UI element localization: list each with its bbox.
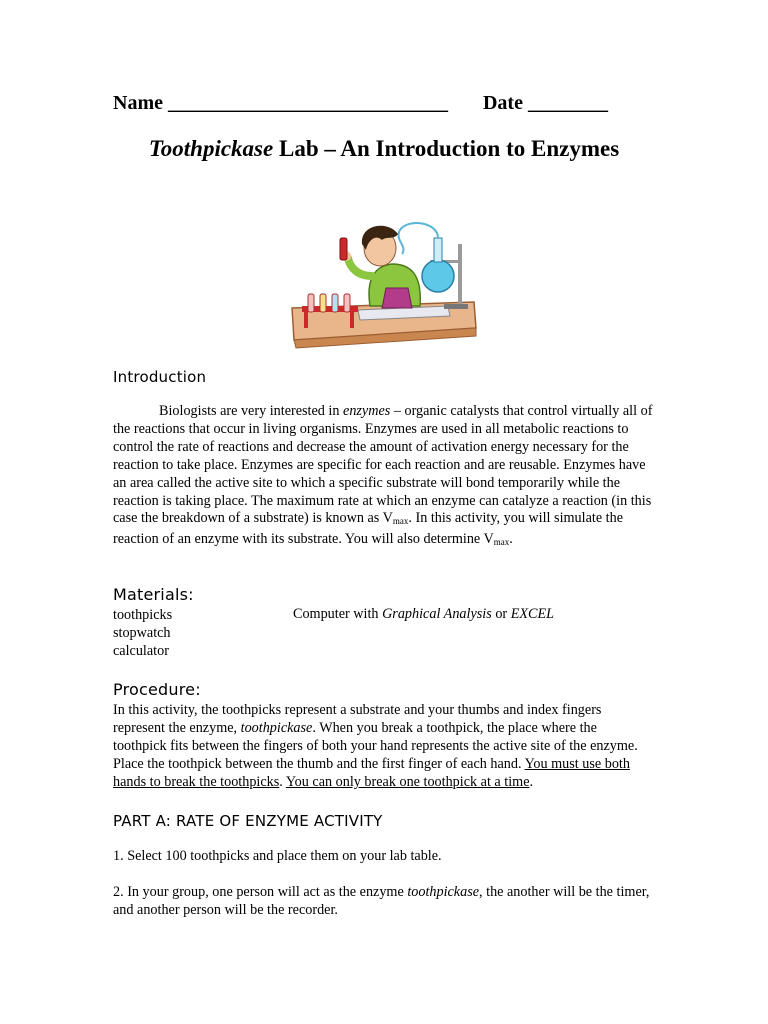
computer-app-graphical-analysis: Graphical Analysis <box>382 606 492 622</box>
proc-text-1: In this activity, the toothpicks represent a substrate and your thumbs and index fingers represent the enzyme, <box>113 702 602 736</box>
proc-text-2: . When you break a toothpick, the place where the toothpick fits between the fingers of both your hand represents the active site of the enzyme. Place the toothpick between the thumb and the first finger of each hand. <box>113 719 638 772</box>
intro-text-4: . <box>509 531 513 548</box>
introduction-paragraph <box>113 403 653 552</box>
intro-text-2: – organic catalysts that control virtually all of the reactions that occur in living organisms. Enzymes are used in all metabolic reactions to control the rate of reactions and decrease the amount of activation energy necessary for the reaction to take place. Enzymes are specific for each reaction and are reusable. Enzymes have an area called the active site to which a specific substrate will bond temporarily while the reaction is taking place. The maximum rate at which an enzyme can catalyze a reaction (in this case the breakdown of a substrate) is known as V <box>113 403 653 527</box>
date-blank: ________ <box>527 92 608 114</box>
intro-text-1: Biologists are very interested in <box>159 403 344 419</box>
scientist-lab-icon <box>288 210 478 350</box>
proc-text-3: . <box>279 773 286 790</box>
page-title <box>0 136 768 162</box>
step-2 <box>113 884 653 920</box>
computer-app-excel: EXCEL <box>510 606 555 622</box>
intro-text-3: . In this activity, you will simulate the reaction of an enzyme with its substrate. You will also determine V <box>113 510 623 548</box>
name-date-line <box>113 92 673 115</box>
computer-or: or <box>491 606 511 622</box>
proc-term-toothpickase: toothpickase <box>240 719 313 736</box>
date-label: Date <box>482 92 523 114</box>
step-1: 1. Select 100 toothpicks and place them on your lab table. <box>113 848 442 864</box>
procedure-paragraph <box>113 702 653 792</box>
part-a-heading: PART A: RATE OF ENZYME ACTIVITY <box>113 812 383 830</box>
materials-item: toothpicks <box>113 607 173 623</box>
proc-text-4: . <box>529 773 534 790</box>
materials-list <box>113 606 172 660</box>
step-2-text-2: , the another will be the timer, and another person will be the recorder. <box>113 884 650 918</box>
materials-item: calculator <box>113 643 169 659</box>
computer-prefix: Computer with <box>293 606 383 622</box>
procedure-heading: Procedure: <box>113 680 201 699</box>
step-2-term-toothpickase: toothpickase <box>407 884 480 900</box>
intro-term-enzymes: enzymes <box>343 403 391 419</box>
name-blank: ____________________________ <box>167 92 448 114</box>
materials-heading: Materials: <box>113 585 194 604</box>
proc-rule-both-hands: You must use both hands to break the toothpicks <box>113 755 630 790</box>
vmax-subscript-2: max <box>493 537 510 548</box>
vmax-subscript-1: max <box>392 516 409 527</box>
materials-item: stopwatch <box>113 625 171 641</box>
name-label: Name <box>113 92 163 114</box>
materials-computer <box>293 606 554 623</box>
step-2-text-1: 2. In your group, one person will act as the enzyme <box>113 884 408 900</box>
introduction-heading: Introduction <box>113 368 207 386</box>
title-italic: Toothpickase <box>148 136 274 161</box>
proc-rule-one-at-a-time: You can only break one toothpick at a time <box>285 773 530 790</box>
title-rest: Lab – An Introduction to Enzymes <box>273 136 620 161</box>
